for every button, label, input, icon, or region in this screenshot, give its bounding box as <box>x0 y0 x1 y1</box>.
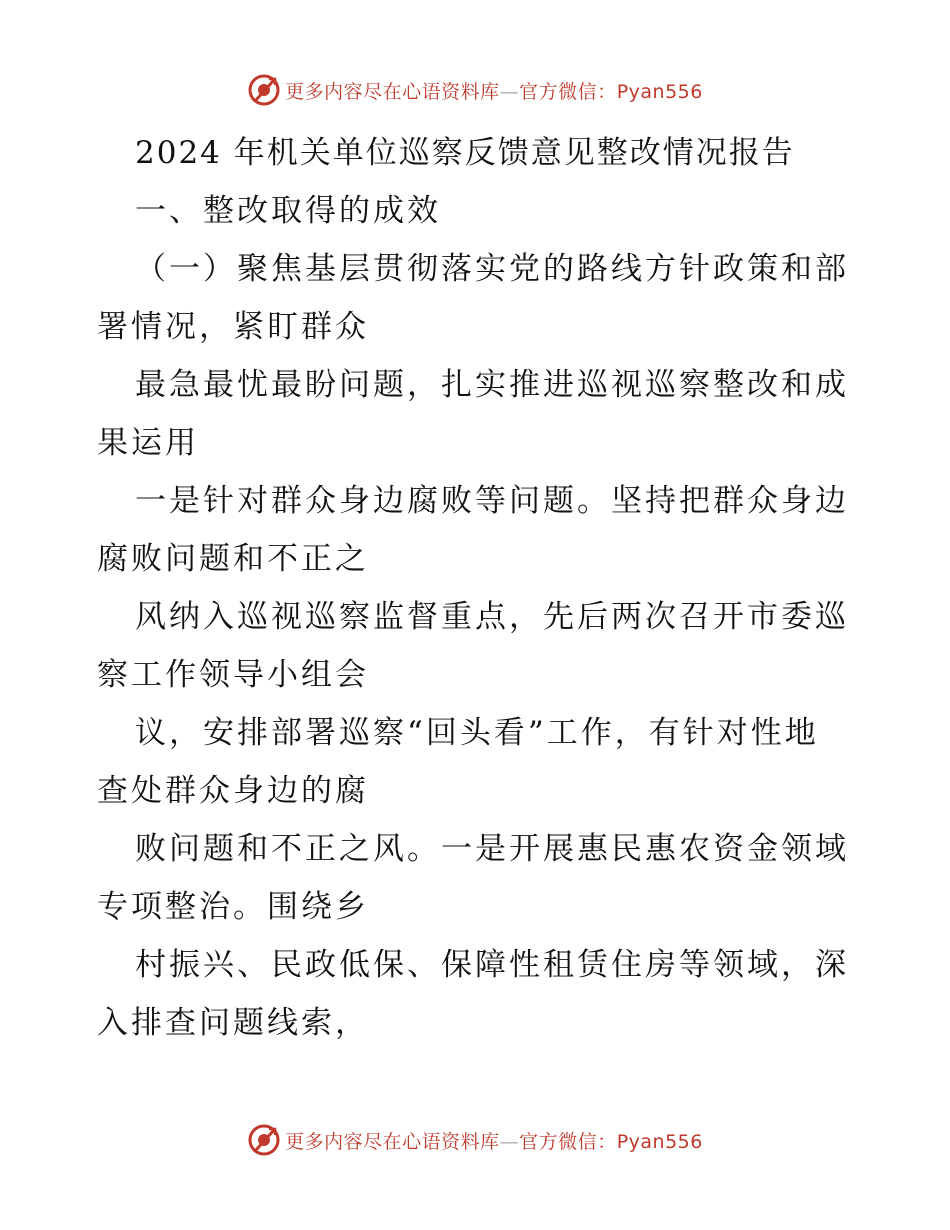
paragraph-line: 专项整治。围绕乡 <box>97 889 369 925</box>
paragraph-line: 果运用 <box>97 425 199 461</box>
logo-icon <box>247 1123 281 1157</box>
header-watermark <box>0 70 950 110</box>
paragraph-line: 最急最忧最盼问题，扎实推进巡视巡察整改和成 <box>135 367 849 403</box>
paragraph-line: （一）聚焦基层贯彻落实党的路线方针政策和部 <box>135 251 849 287</box>
paragraph-line: 腐败问题和不正之 <box>97 541 369 577</box>
paragraph-line: 败问题和不正之风。一是开展惠民惠农资金领域 <box>135 831 849 867</box>
header-watermark-text: 更多内容尽在心语资料库 <box>285 80 500 103</box>
footer-separator: — <box>499 1130 520 1153</box>
paragraph-line: 查处群众身边的腐 <box>97 773 369 809</box>
footer-wechat-label: 官方微信： <box>519 1130 617 1153</box>
footer-watermark <box>0 1120 950 1160</box>
logo-icon <box>247 73 281 107</box>
header-wechat-label: 官方微信： <box>519 80 617 103</box>
paragraph-line: 村振兴、民政低保、保障性租赁住房等领域，深 <box>135 947 849 983</box>
section-heading: 一、整改取得的成效 <box>135 193 441 229</box>
paragraph-line: 风纳入巡视巡察监督重点，先后两次召开市委巡 <box>135 599 849 635</box>
header-wechat-id: Pyan556 <box>616 80 703 103</box>
document-title: 2024 年机关单位巡察反馈意见整改情况报告 <box>135 135 795 171</box>
footer-watermark-text: 更多内容尽在心语资料库 <box>285 1130 500 1153</box>
paragraph-line: 议，安排部署巡察“回头看”工作，有针对性地 <box>135 715 819 751</box>
paragraph-line: 察工作领导小组会 <box>97 657 369 693</box>
document-body <box>97 124 852 1052</box>
paragraph-line: 一是针对群众身边腐败等问题。坚持把群众身边 <box>135 483 849 519</box>
paragraph-line: 署情况，紧盯群众 <box>97 309 369 345</box>
footer-wechat-id: Pyan556 <box>616 1130 703 1153</box>
body-text <box>97 240 852 1052</box>
paragraph-line: 入排查问题线索， <box>97 1005 369 1041</box>
header-separator: — <box>499 80 520 103</box>
